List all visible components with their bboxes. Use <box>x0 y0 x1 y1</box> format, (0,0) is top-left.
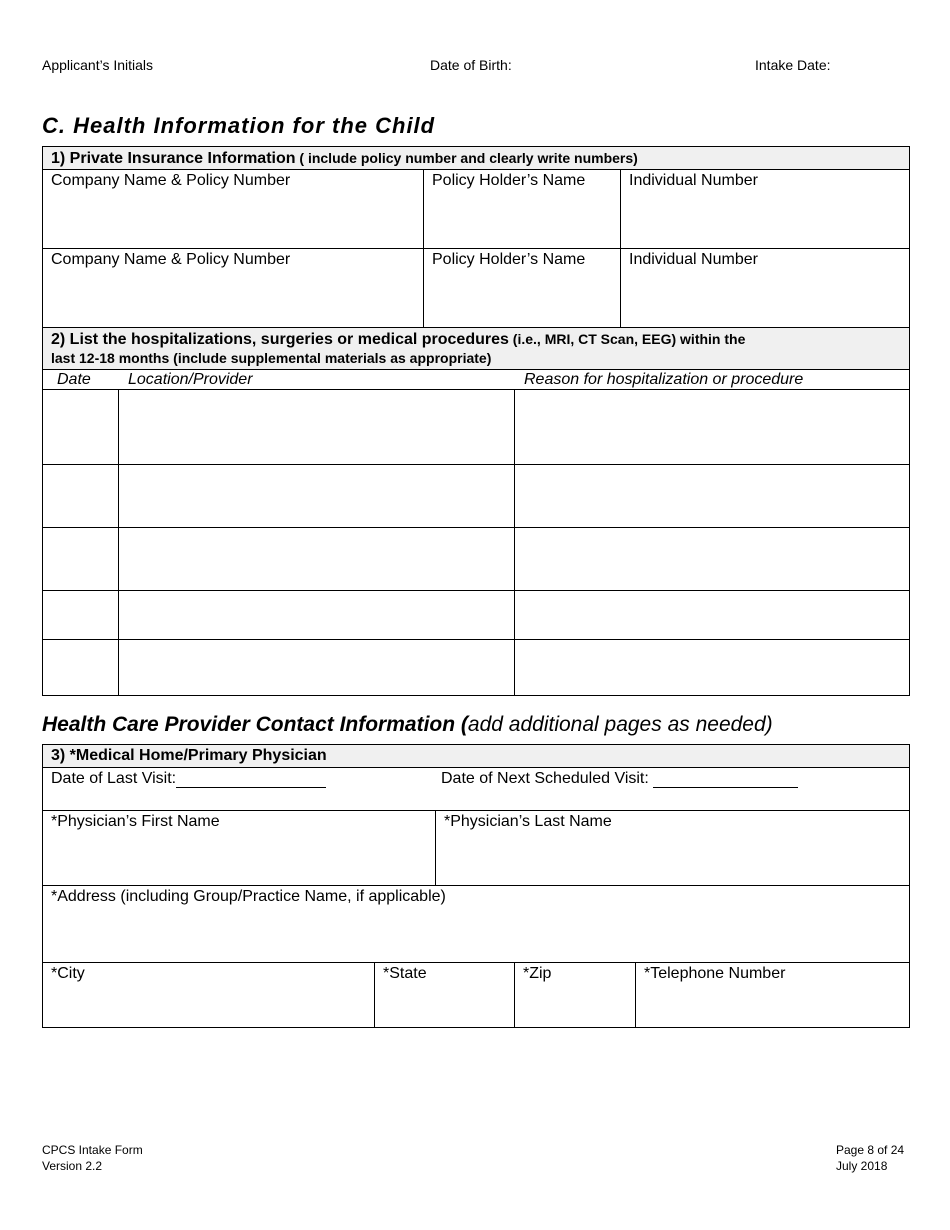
state-field[interactable] <box>375 963 515 1028</box>
policy-holder-label: Policy Holder’s Name <box>432 251 586 268</box>
date-cell[interactable] <box>43 528 119 591</box>
company-policy-field[interactable] <box>43 170 424 249</box>
address-field[interactable] <box>43 886 910 963</box>
city-field[interactable] <box>43 963 375 1028</box>
column-date: Date <box>57 371 91 388</box>
form-version: Version 2.2 <box>42 1159 103 1173</box>
location-cell[interactable] <box>119 591 515 640</box>
individual-number-field[interactable] <box>621 249 910 328</box>
zip-label: *Zip <box>523 965 552 982</box>
applicant-initials-label: Applicant’s Initials <box>42 57 154 73</box>
table-row <box>43 465 910 528</box>
physician-first-name-field[interactable] <box>43 811 436 886</box>
location-cell[interactable] <box>119 640 515 696</box>
hospitalizations-table <box>42 327 910 696</box>
form-date: July 2018 <box>836 1159 888 1173</box>
policy-holder-label: Policy Holder’s Name <box>432 172 586 189</box>
hospitalizations-heading-a: 2) List the hospitalizations, surgeries or medical procedures <box>51 331 509 348</box>
reason-cell[interactable] <box>515 591 910 640</box>
telephone-field[interactable] <box>636 963 910 1028</box>
section-title: C. Health Information for the Child <box>42 113 436 138</box>
hospitalizations-heading <box>43 328 910 370</box>
city-label: *City <box>51 965 85 982</box>
form-name: CPCS Intake Form <box>42 1143 143 1157</box>
hospitalizations-heading-c: last 12-18 months (include supplemental materials as appropriate) <box>51 350 492 366</box>
location-cell[interactable] <box>119 528 515 591</box>
physician-last-name-field[interactable] <box>436 811 910 886</box>
last-visit-label: Date of Last Visit: <box>51 770 177 787</box>
insurance-row <box>43 170 910 249</box>
table-row <box>43 528 910 591</box>
location-cell[interactable] <box>119 465 515 528</box>
table-row <box>43 640 910 696</box>
next-visit-label: Date of Next Scheduled Visit: <box>441 770 649 787</box>
physician-table <box>42 744 910 1028</box>
column-location: Location/Provider <box>128 371 253 388</box>
last-visit-line[interactable] <box>176 769 326 788</box>
column-reason: Reason for hospitalization or procedure <box>524 371 804 388</box>
table-row <box>43 591 910 640</box>
physician-heading: 3) *Medical Home/Primary Physician <box>43 745 910 768</box>
footer-left <box>42 1142 143 1174</box>
visit-dates-row <box>43 768 910 811</box>
date-of-birth-label: Date of Birth: <box>430 57 512 73</box>
company-policy-label: Company Name & Policy Number <box>51 251 291 268</box>
reason-cell[interactable] <box>515 528 910 591</box>
page-number: Page 8 of 24 <box>836 1143 905 1157</box>
state-label: *State <box>383 965 427 982</box>
individual-number-field[interactable] <box>621 170 910 249</box>
insurance-heading <box>43 147 910 170</box>
hospitalizations-column-headers <box>43 370 910 390</box>
provider-contact-heading <box>42 713 773 737</box>
next-visit-field[interactable] <box>441 769 798 788</box>
insurance-table <box>42 146 910 328</box>
provider-contact-heading-note: add additional pages as needed) <box>467 713 773 736</box>
reason-cell[interactable] <box>515 390 910 465</box>
insurance-heading-note: ( include policy number and clearly write numbers) <box>295 150 638 166</box>
hospitalizations-heading-b: (i.e., MRI, CT Scan, EEG) within the <box>508 331 746 347</box>
reason-cell[interactable] <box>515 465 910 528</box>
last-visit-field[interactable] <box>51 769 326 788</box>
policy-holder-field[interactable] <box>424 170 621 249</box>
date-cell[interactable] <box>43 390 119 465</box>
company-policy-field[interactable] <box>43 249 424 328</box>
location-cell[interactable] <box>119 390 515 465</box>
table-row <box>43 390 910 465</box>
next-visit-line[interactable] <box>653 769 798 788</box>
insurance-row <box>43 249 910 328</box>
date-cell[interactable] <box>43 591 119 640</box>
intake-date-label: Intake Date: <box>755 57 831 73</box>
physician-first-name-label: *Physician’s First Name <box>51 813 220 830</box>
telephone-label: *Telephone Number <box>644 965 786 982</box>
zip-field[interactable] <box>515 963 636 1028</box>
insurance-heading-text: 1) Private Insurance Information <box>51 150 296 167</box>
address-label: *Address (including Group/Practice Name, if applicable) <box>51 888 446 905</box>
individual-number-label: Individual Number <box>629 251 758 268</box>
policy-holder-field[interactable] <box>424 249 621 328</box>
provider-contact-heading-bold: Health Care Provider Contact Information ( <box>42 713 468 736</box>
footer-right <box>836 1142 904 1174</box>
reason-cell[interactable] <box>515 640 910 696</box>
physician-last-name-label: *Physician’s Last Name <box>444 813 612 830</box>
date-cell[interactable] <box>43 465 119 528</box>
date-cell[interactable] <box>43 640 119 696</box>
individual-number-label: Individual Number <box>629 172 758 189</box>
company-policy-label: Company Name & Policy Number <box>51 172 291 189</box>
